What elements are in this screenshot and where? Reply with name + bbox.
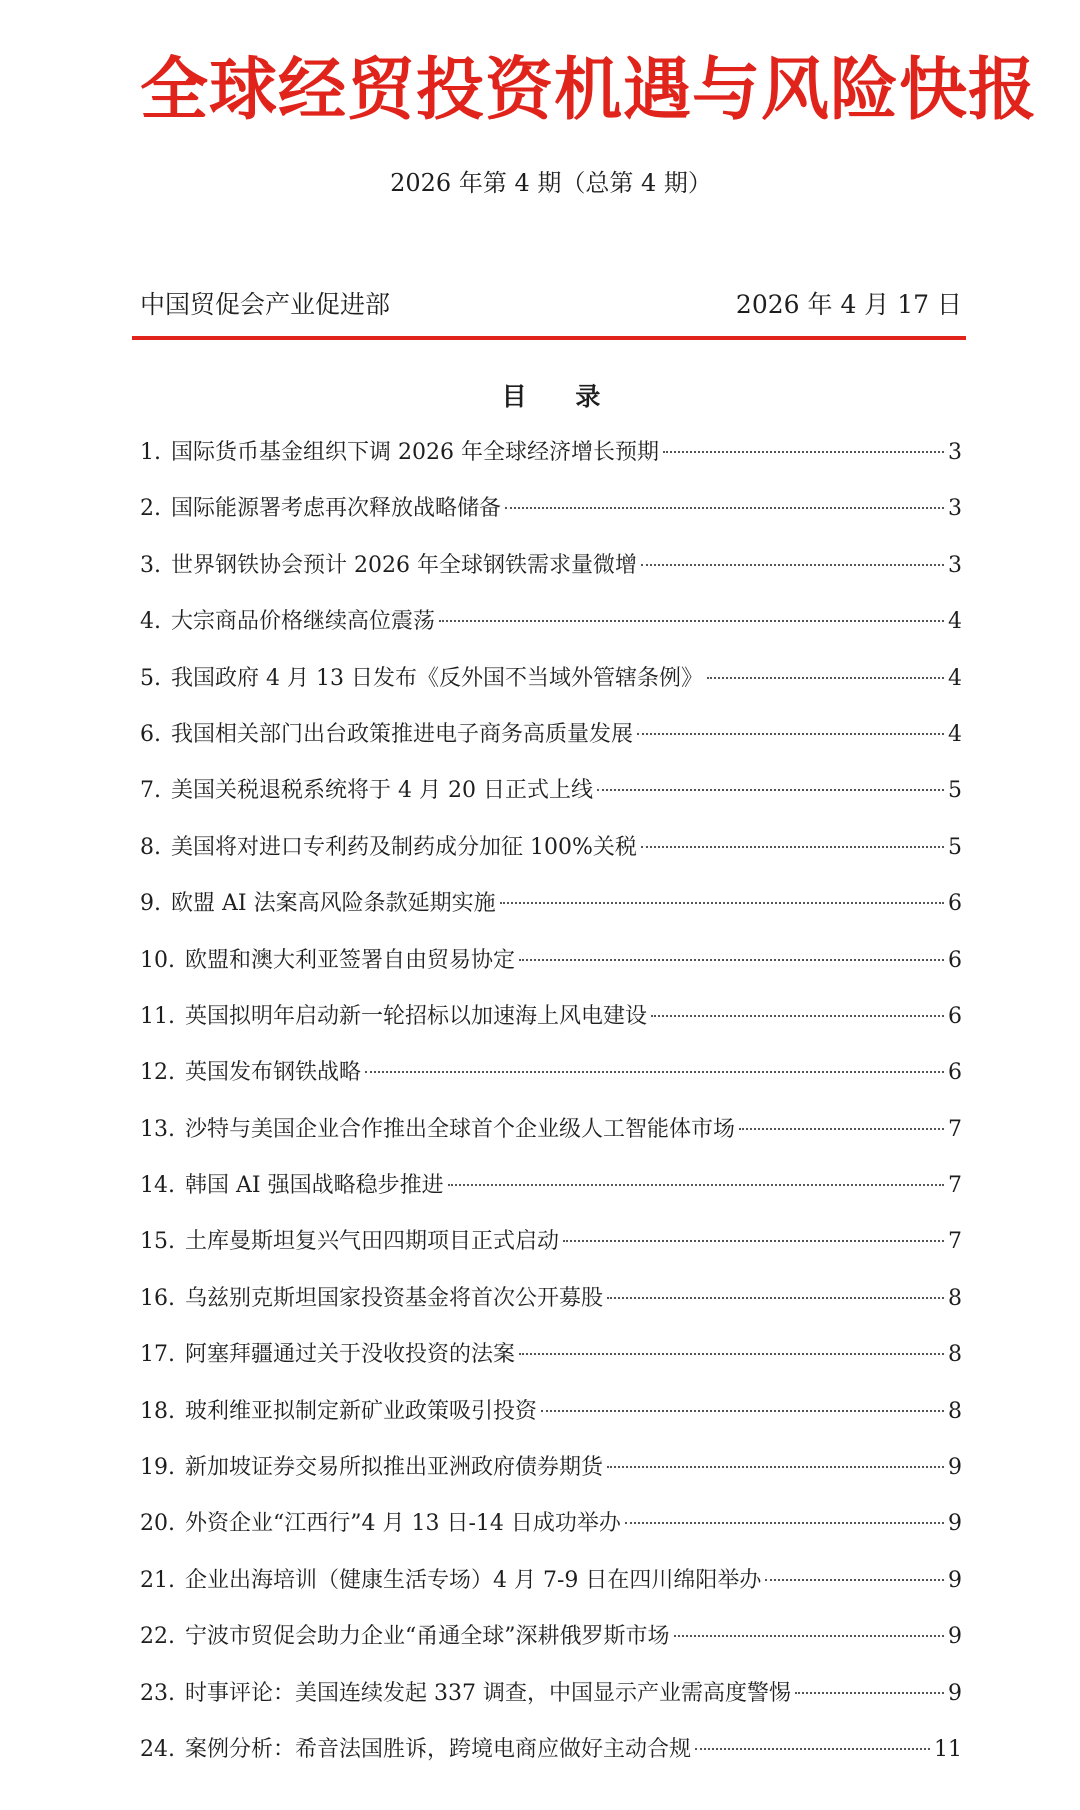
toc-entry-title: 时事评论：美国连续发起 337 调查，中国显示产业需高度警惕 <box>185 1680 791 1706</box>
toc-entry-number: 7. <box>140 778 161 804</box>
toc-entry[interactable] <box>140 1507 962 1563</box>
toc-dot-leader <box>519 959 944 961</box>
toc-entry-title: 阿塞拜疆通过关于没收投资的法案 <box>185 1342 516 1368</box>
toc-dot-leader <box>707 677 944 679</box>
toc-entry[interactable] <box>140 436 962 492</box>
toc-entry-title: 企业出海培训（健康生活专场）4 月 7-9 日在四川绵阳举办 <box>185 1567 762 1593</box>
toc-entry-page: 7 <box>948 1116 962 1142</box>
toc-entry[interactable] <box>140 831 962 887</box>
document-title: 全球经贸投资机遇与风险快报 <box>140 50 1038 130</box>
toc-entry[interactable] <box>140 1564 962 1620</box>
toc-entry-number: 16. <box>140 1285 175 1311</box>
toc-entry-number: 6. <box>140 721 161 747</box>
toc-entry-page: 4 <box>948 665 962 691</box>
toc-heading: 目 录 <box>501 382 621 411</box>
toc-entry[interactable] <box>140 774 962 830</box>
toc-entry-title: 国际能源署考虑再次释放战略储备 <box>171 496 502 522</box>
toc-entry[interactable] <box>140 887 962 943</box>
toc-dot-leader <box>439 620 944 622</box>
toc-dot-leader <box>597 789 944 791</box>
toc-entry-title: 世界钢铁协会预计 2026 年全球钢铁需求量微增 <box>171 552 637 578</box>
toc-entry-title: 英国发布钢铁战略 <box>185 1060 362 1086</box>
toc-dot-leader <box>641 564 944 566</box>
toc-entry-page: 7 <box>948 1173 962 1199</box>
toc-entry-number: 20. <box>140 1511 175 1537</box>
toc-dot-leader <box>625 1522 944 1524</box>
toc-dot-leader <box>695 1748 930 1750</box>
toc-dot-leader <box>739 1128 944 1130</box>
toc-entry-title: 欧盟和澳大利亚签署自由贸易协定 <box>185 947 516 973</box>
toc-entry-number: 23. <box>140 1680 175 1706</box>
toc-entry-number: 22. <box>140 1624 175 1650</box>
toc-entry[interactable] <box>140 662 962 718</box>
toc-entry-title: 英国拟明年启动新一轮招标以加速海上风电建设 <box>185 1003 648 1029</box>
toc-dot-leader <box>795 1692 944 1694</box>
toc-entry-page: 9 <box>948 1680 962 1706</box>
toc-entry-page: 3 <box>948 496 962 522</box>
toc-dot-leader <box>765 1579 944 1581</box>
masthead-row <box>140 288 962 322</box>
toc-entry-number: 10. <box>140 947 175 973</box>
toc-entry-page: 9 <box>948 1624 962 1650</box>
toc-entry-title: 沙特与美国企业合作推出全球首个企业级人工智能体市场 <box>185 1116 736 1142</box>
toc-entry-page: 6 <box>948 1003 962 1029</box>
toc-entry[interactable] <box>140 944 962 1000</box>
toc-entry-page: 6 <box>948 891 962 917</box>
toc-entry[interactable] <box>140 1282 962 1338</box>
toc-dot-leader <box>663 451 944 453</box>
toc-entry[interactable] <box>140 718 962 774</box>
toc-entry[interactable] <box>140 1056 962 1112</box>
toc-entry-number: 12. <box>140 1060 175 1086</box>
toc-entry-page: 5 <box>948 834 962 860</box>
toc-entry-number: 21. <box>140 1567 175 1593</box>
toc-entry-number: 13. <box>140 1116 175 1142</box>
toc-entry-title: 我国相关部门出台政策推进电子商务高质量发展 <box>171 721 634 747</box>
department-name: 中国贸促会产业促进部 <box>140 290 391 319</box>
toc-entry-title: 土库曼斯坦复兴气田四期项目正式启动 <box>185 1229 560 1255</box>
toc-entry-number: 11. <box>140 1003 175 1029</box>
toc-entry-page: 9 <box>948 1455 962 1481</box>
toc-entry-title: 玻利维亚拟制定新矿业政策吸引投资 <box>185 1398 538 1424</box>
toc-entry-number: 9. <box>140 891 161 917</box>
toc-entry[interactable] <box>140 1451 962 1507</box>
publish-date: 2026 年 4 月 17 日 <box>735 290 962 319</box>
toc-dot-leader <box>607 1297 944 1299</box>
toc-entry-page: 7 <box>948 1229 962 1255</box>
toc-entry-page: 3 <box>948 552 962 578</box>
toc-entry-page: 4 <box>948 609 962 635</box>
toc-entry-page: 8 <box>948 1342 962 1368</box>
toc-entry-title: 我国政府 4 月 13 日发布《反外国不当域外管辖条例》 <box>171 665 703 691</box>
toc-entry-number: 4. <box>140 609 161 635</box>
toc-dot-leader <box>541 1410 944 1412</box>
toc-dot-leader <box>519 1353 944 1355</box>
toc-entry[interactable] <box>140 549 962 605</box>
toc-entry[interactable] <box>140 1338 962 1394</box>
toc-entry[interactable] <box>140 1733 962 1789</box>
toc-entry[interactable] <box>140 1677 962 1733</box>
toc-dot-leader <box>563 1240 944 1242</box>
toc-dot-leader <box>651 1015 944 1017</box>
toc-entry-title: 韩国 AI 强国战略稳步推进 <box>185 1173 444 1199</box>
toc-entry-page: 4 <box>948 721 962 747</box>
toc-entry-number: 2. <box>140 496 161 522</box>
toc-entry-title: 大宗商品价格继续高位震荡 <box>171 609 436 635</box>
toc-entry-title: 美国关税退税系统将于 4 月 20 日正式上线 <box>171 778 593 804</box>
toc-entry-number: 15. <box>140 1229 175 1255</box>
toc-dot-leader <box>505 507 944 509</box>
toc-dot-leader <box>674 1635 945 1637</box>
toc-entry-page: 11 <box>934 1736 962 1762</box>
toc-entry-title: 宁波市贸促会助力企业“甬通全球”深耕俄罗斯市场 <box>185 1624 670 1650</box>
toc-entry[interactable] <box>140 1395 962 1451</box>
toc-dot-leader <box>641 846 944 848</box>
toc-entry-number: 19. <box>140 1455 175 1481</box>
toc-entry-title: 欧盟 AI 法案高风险条款延期实施 <box>171 891 496 917</box>
toc-entry[interactable] <box>140 1113 962 1169</box>
toc-entry-page: 8 <box>948 1398 962 1424</box>
toc-entry-page: 9 <box>948 1511 962 1537</box>
toc-entry-page: 6 <box>948 947 962 973</box>
toc-entry-number: 3. <box>140 552 161 578</box>
toc-entry[interactable] <box>140 1169 962 1225</box>
toc-entry-number: 1. <box>140 440 161 465</box>
red-divider <box>132 336 966 340</box>
toc-entry-number: 5. <box>140 665 161 691</box>
toc-entry-page: 5 <box>948 778 962 804</box>
toc-entry[interactable] <box>140 492 962 548</box>
toc-entry[interactable] <box>140 1225 962 1281</box>
toc-entry-number: 8. <box>140 834 161 860</box>
toc-entry-page: 3 <box>948 440 962 465</box>
toc-entry-number: 17. <box>140 1342 175 1368</box>
toc-entry-title: 新加坡证券交易所拟推出亚洲政府债券期货 <box>185 1455 604 1481</box>
toc-entry-page: 9 <box>948 1567 962 1593</box>
toc-entry-number: 24. <box>140 1736 175 1762</box>
toc-entry-page: 6 <box>948 1060 962 1086</box>
issue-number: 2026 年第 4 期（总第 4 期） <box>390 169 712 197</box>
toc-entry-title: 乌兹别克斯坦国家投资基金将首次公开募股 <box>185 1285 604 1311</box>
toc-entry[interactable] <box>140 605 962 661</box>
toc-entry-title: 国际货币基金组织下调 2026 年全球经济增长预期 <box>171 440 659 465</box>
toc-entry-number: 14. <box>140 1173 175 1199</box>
table-of-contents <box>140 436 962 1789</box>
toc-entry-title: 外资企业“江西行”4 月 13 日-14 日成功举办 <box>185 1511 621 1537</box>
toc-dot-leader <box>365 1071 944 1073</box>
toc-dot-leader <box>448 1184 944 1186</box>
toc-entry-number: 18. <box>140 1398 175 1424</box>
toc-dot-leader <box>500 902 944 904</box>
toc-entry[interactable] <box>140 1000 962 1056</box>
toc-dot-leader <box>607 1466 944 1468</box>
toc-dot-leader <box>637 733 944 735</box>
toc-entry-page: 8 <box>948 1285 962 1311</box>
toc-entry-title: 案例分析：希音法国胜诉，跨境电商应做好主动合规 <box>185 1736 692 1762</box>
toc-entry[interactable] <box>140 1620 962 1676</box>
toc-entry-title: 美国将对进口专利药及制药成分加征 100%关税 <box>171 834 637 860</box>
